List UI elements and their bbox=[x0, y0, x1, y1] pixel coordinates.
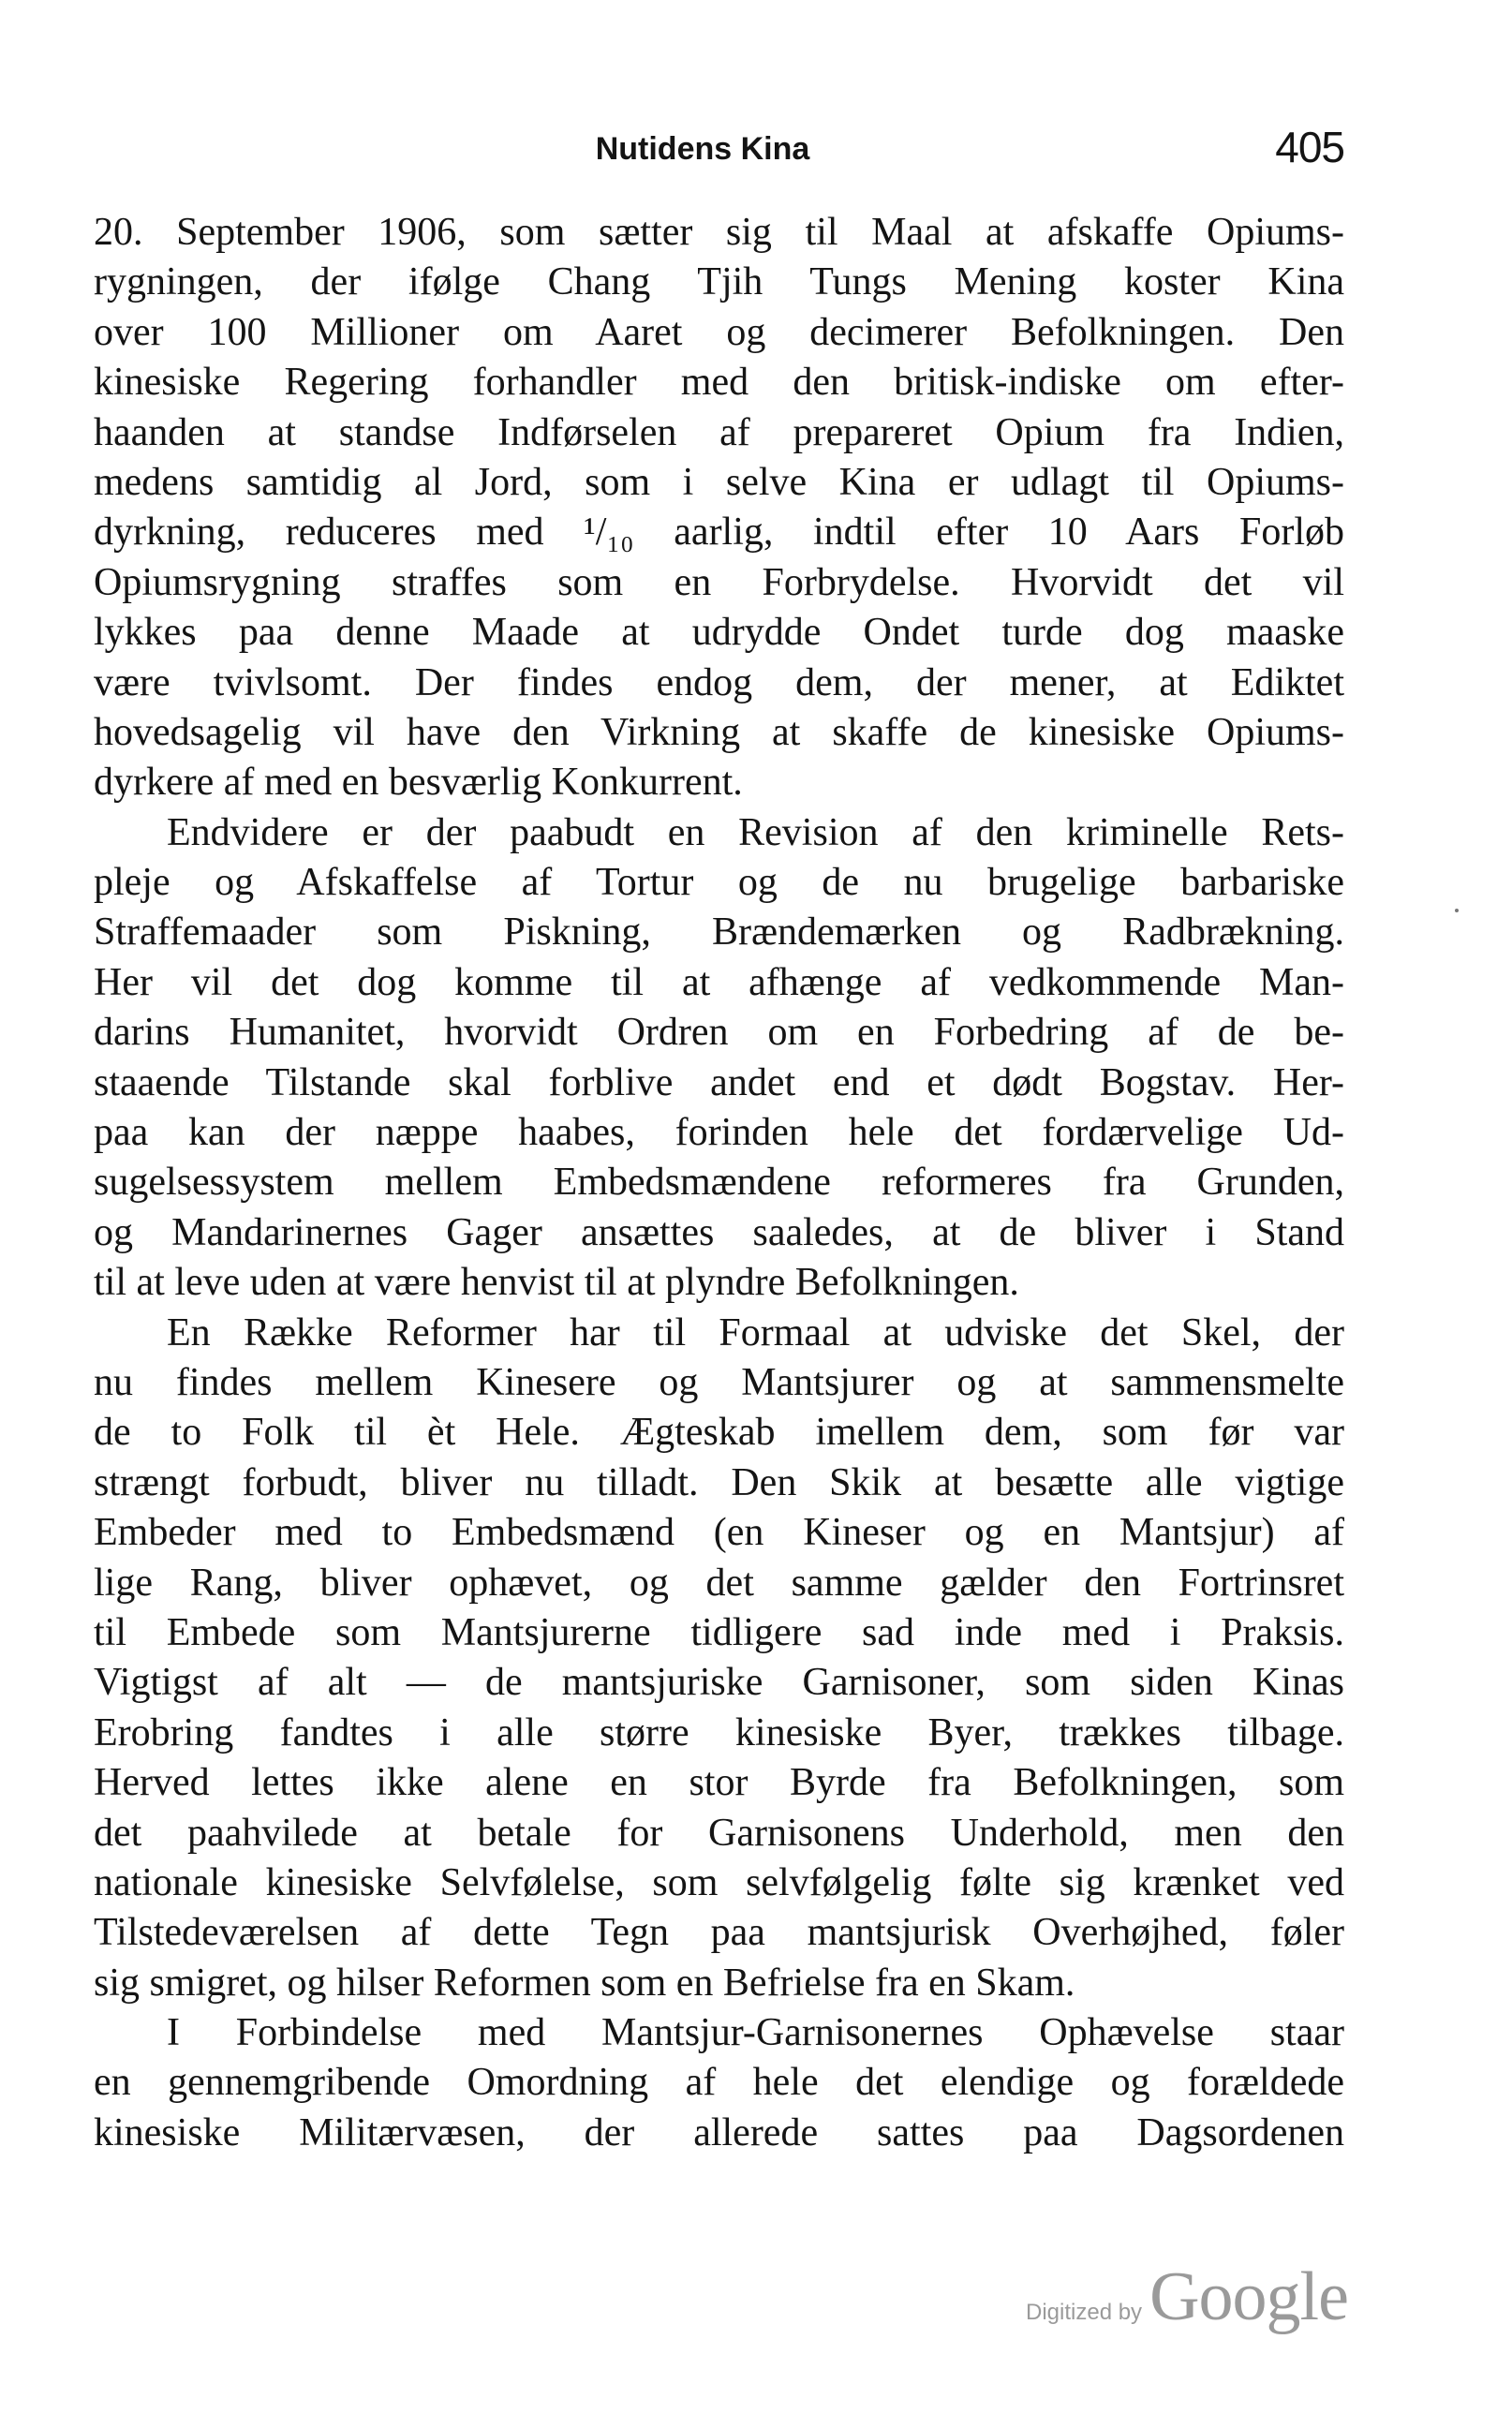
page-number: 405 bbox=[1275, 123, 1344, 171]
text-line: paa kan der næppe haabes, forinden hele det fordærvelige Ud- bbox=[94, 1111, 1344, 1155]
text-line: nationale kinesiske Selvfølelse, som selvfølgelig følte sig krænket ved bbox=[94, 1860, 1344, 1904]
text-line: en gennemgribende Omordning af hele det elendige og forældede bbox=[94, 2061, 1344, 2105]
text-line: En Række Reformer har til Formaal at udviske det Skel, der bbox=[167, 1310, 1344, 1355]
text-line: medens samtidig al Jord, som i selve Kina er udlagt til Opiums- bbox=[94, 460, 1344, 504]
digitization-watermark bbox=[1026, 2258, 1348, 2337]
text-line: sugelsessystem mellem Embedsmændene reformeres fra Grunden, bbox=[94, 1161, 1344, 1205]
text-line: lige Rang, bliver ophævet, og det samme gælder den Fortrinsret bbox=[94, 1561, 1344, 1605]
text-line: Opiumsrygning straffes som en Forbrydelse. Hvorvidt det vil bbox=[94, 560, 1344, 604]
text-line: Embeder med to Embedsmænd (en Kineser og en Mantsjur) af bbox=[94, 1511, 1344, 1555]
text-line: dyrkning, reduceres med ¹/₁₀ aarlig, indtil efter 10 Aars Forløb bbox=[94, 511, 1344, 555]
text-line: 20. September 1906, som sætter sig til Maal at afskaffe Opiums- bbox=[94, 211, 1344, 254]
text-line: være tvivlsomt. Der findes endog dem, der mener, at Ediktet bbox=[94, 660, 1344, 704]
text-line: til Embede som Mantsjurerne tidligere sad inde med i Praksis. bbox=[94, 1610, 1344, 1654]
text-line: Erobring fandtes i alle større kinesiske Byer, trækkes tilbage. bbox=[94, 1710, 1344, 1754]
text-line: lykkes paa denne Maade at udrydde Ondet turde dog maaske bbox=[94, 611, 1344, 655]
running-title: Nutidens Kina bbox=[595, 131, 810, 167]
body-text bbox=[94, 208, 1344, 2158]
running-head bbox=[94, 120, 1344, 176]
text-line: kinesiske Militærvæsen, der allerede sattes paa Dagsordenen bbox=[94, 2110, 1344, 2154]
text-line: Vigtigst af alt — de mantsjuriske Garnisoner, som siden Kinas bbox=[94, 1661, 1344, 1705]
text-line: og Mandarinernes Gager ansættes saaledes, at de bliver i Stand bbox=[94, 1210, 1344, 1254]
text-line: strængt forbudt, bliver nu tilladt. Den Skik at besætte alle vigtige bbox=[94, 1460, 1344, 1504]
text-line: pleje og Afskaffelse af Tortur og de nu brugelige barbariske bbox=[94, 861, 1344, 905]
text-line: I Forbindelse med Mantsjur-Garnisonernes Ophævelse staar bbox=[167, 2011, 1344, 2055]
text-line: kinesiske Regering forhandler med den britisk-indiske om efter- bbox=[94, 361, 1344, 405]
text-line: rygningen, der ifølge Chang Tjih Tungs Mening koster Kina bbox=[94, 260, 1344, 304]
watermark-prefix: Digitized by bbox=[1026, 2300, 1143, 2325]
margin-speck bbox=[1455, 909, 1459, 912]
text-line: Herved lettes ikke alene en stor Byrde fra Befolkningen, som bbox=[94, 1761, 1344, 1805]
text-line: over 100 Millioner om Aaret og decimerer Befolkningen. Den bbox=[94, 310, 1344, 354]
text-line: haanden at standse Indførselen af prepareret Opium fra Indien, bbox=[94, 410, 1344, 454]
text-line: Straffemaader som Piskning, Brændemærken og Radbrækning. bbox=[94, 910, 1344, 955]
text-line: til at leve uden at være henvist til at plyndre Befolkningen. bbox=[94, 1261, 1019, 1305]
text-line: Her vil det dog komme til at afhænge af vedkommende Man- bbox=[94, 960, 1344, 1004]
watermark-brand: Google bbox=[1149, 2258, 1348, 2335]
text-line: hovedsagelig vil have den Virkning at skaffe de kinesiske Opiums- bbox=[94, 710, 1344, 754]
text-line: de to Folk til èt Hele. Ægteskab imellem dem, som før var bbox=[94, 1411, 1344, 1455]
text-line: det paahvilede at betale for Garnisonens Underhold, men den bbox=[94, 1811, 1344, 1855]
text-line: Endvidere er der paabudt en Revision af den kriminelle Rets- bbox=[167, 810, 1344, 854]
text-line: dyrkere af med en besværlig Konkurrent. bbox=[94, 761, 743, 805]
text-line: staaende Tilstande skal forblive andet end et dødt Bogstav. Her- bbox=[94, 1060, 1344, 1104]
text-line: sig smigret, og hilser Reformen som en Befrielse fra en Skam. bbox=[94, 1961, 1075, 2005]
text-line: darins Humanitet, hvorvidt Ordren om en Forbedring af de be- bbox=[94, 1011, 1344, 1055]
text-line: Tilstedeværelsen af dette Tegn paa mantsjurisk Overhøjhed, føler bbox=[94, 1911, 1344, 1955]
text-line: nu findes mellem Kinesere og Mantsjurer og at sammensmelte bbox=[94, 1360, 1344, 1404]
